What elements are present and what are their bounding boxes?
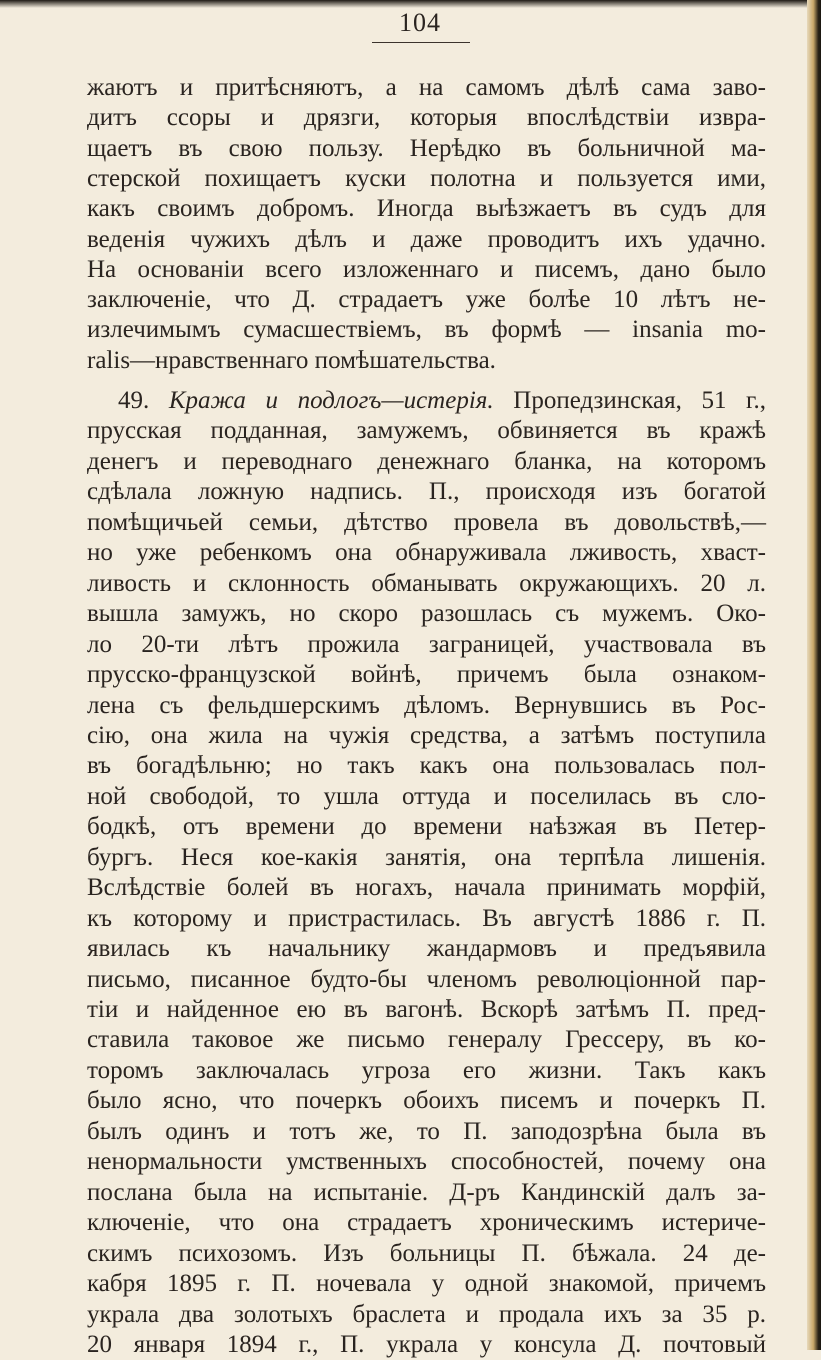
text-line: какъ своимъ добромъ. Иногда выѣзжаетъ въ судъ для (87, 195, 766, 223)
text-line: ной свободой, то ушла оттуда и поселилась въ сло- (87, 782, 766, 810)
text-line: излечимымъ сумасшествіемъ, въ формѣ — insania mo- (87, 316, 766, 344)
text-line: щаетъ въ свою пользу. Нерѣдко въ больничной ма- (87, 134, 766, 162)
text-line: Вслѣдствіе болей въ ногахъ, начала принимать морфій, (87, 874, 766, 902)
text-line: ненормальности умственныхъ способностей, почему она (87, 1148, 766, 1176)
text-line: явилась къ начальнику жандармовъ и предъявила (87, 935, 766, 963)
text-line: ло 20-ти лѣтъ прожила заграницей, участвовала въ (87, 630, 766, 658)
text-line: былъ одинъ и тотъ же, то П. заподозрѣна была въ (87, 1117, 766, 1145)
first-line-text: Пропедзинская, 51 г., (513, 387, 766, 414)
text-line: прусская подданная, замужемъ, обвиняется въ кражѣ (87, 417, 766, 445)
text-line: было ясно, что почеркъ обоихъ писемъ и почеркъ П. (87, 1087, 766, 1115)
text-line: веденія чужихъ дѣлъ и даже проводитъ ихъ удачно. (87, 225, 766, 253)
text-line: торомъ заключалась угроза его жизни. Такъ какъ (87, 1056, 766, 1084)
text-line: стерской похищаетъ куски полотна и пользуется ими, (87, 164, 766, 192)
text-line: скимъ психозомъ. Изъ больницы П. бѣжала. 24 де- (87, 1239, 766, 1267)
text-line: денегъ и переводнаго денежнаго бланка, на которомъ (87, 447, 766, 475)
text-line: сдѣлала ложную надпись. П., происходя изъ богатой (87, 478, 766, 506)
case-number: 49. (118, 387, 150, 414)
text-line: кабря 1895 г. П. ночевала у одной знакомой, причемъ (87, 1270, 766, 1298)
text-line: заключеніе, что Д. страдаетъ уже болѣе 10 лѣтъ не- (87, 286, 766, 314)
paragraph-first-line (118, 386, 766, 416)
text-line: жаютъ и притѣсняютъ, а на самомъ дѣлѣ сама заво- (87, 74, 766, 101)
text-line: украла два золотыхъ браслета и продала ихъ за 35 р. (87, 1300, 766, 1328)
text-line: въ богадѣльню; но такъ какъ она пользовалась пол- (87, 752, 766, 780)
page-number-rule (372, 42, 470, 43)
text-line: бодкѣ, отъ времени до времени наѣзжая въ Петер- (87, 813, 766, 841)
text-line: ливость и склонность обманывать окружающихъ. 20 л. (87, 569, 766, 597)
text-line: тіи и найденное ею въ вагонѣ. Вскорѣ затѣмъ П. пред- (87, 996, 766, 1023)
text-line: послана была на испытаніе. Д-ръ Кандинскій далъ за- (87, 1178, 766, 1206)
text-line: дитъ ссоры и дрязги, которыя впослѣдствіи извра- (87, 104, 766, 132)
text-line: лена съ фельдшерскимъ дѣломъ. Вернувшись въ Рос- (87, 691, 766, 719)
text-line: бургъ. Неся кое-какія занятія, она терпѣла лишенія. (87, 843, 766, 871)
scan-binding-edge (807, 0, 821, 1350)
text-line: ключеніе, что она страдаетъ хроническимъ истериче- (87, 1209, 766, 1237)
page-number: 104 (399, 8, 441, 37)
text-line: сію, она жила на чужія средства, а затѣмъ поступила (87, 721, 766, 749)
text-line: ralis—нравственнаго помѣшательства. (87, 346, 496, 374)
text-line: помѣщичьей семьи, дѣтство провела въ довольствѣ,— (87, 508, 766, 536)
text-line: прусско-французской войнѣ, причемъ была ознаком- (87, 661, 766, 689)
text-line: но уже ребенкомъ она обнаруживала лживость, хваст- (87, 539, 766, 567)
text-line: 20 января 1894 г., П. украла у консула Д. почтовый (87, 1330, 766, 1358)
case-heading: Кража и подлогъ—истерія. (168, 387, 494, 414)
text-line: письмо, писанное будто-бы членомъ революціонной пар- (87, 965, 766, 993)
text-line: На основаніи всего изложеннаго и писемъ, дано было (87, 255, 766, 283)
text-line: вышла замужъ, но скоро разошлась съ мужемъ. Око- (87, 600, 766, 628)
text-line: ставила таковое же письмо генералу Грессеру, въ ко- (87, 1026, 766, 1054)
scan-top-edge (0, 0, 821, 8)
text-line: къ которому и пристрастилась. Въ августѣ 1886 г. П. (87, 904, 766, 932)
